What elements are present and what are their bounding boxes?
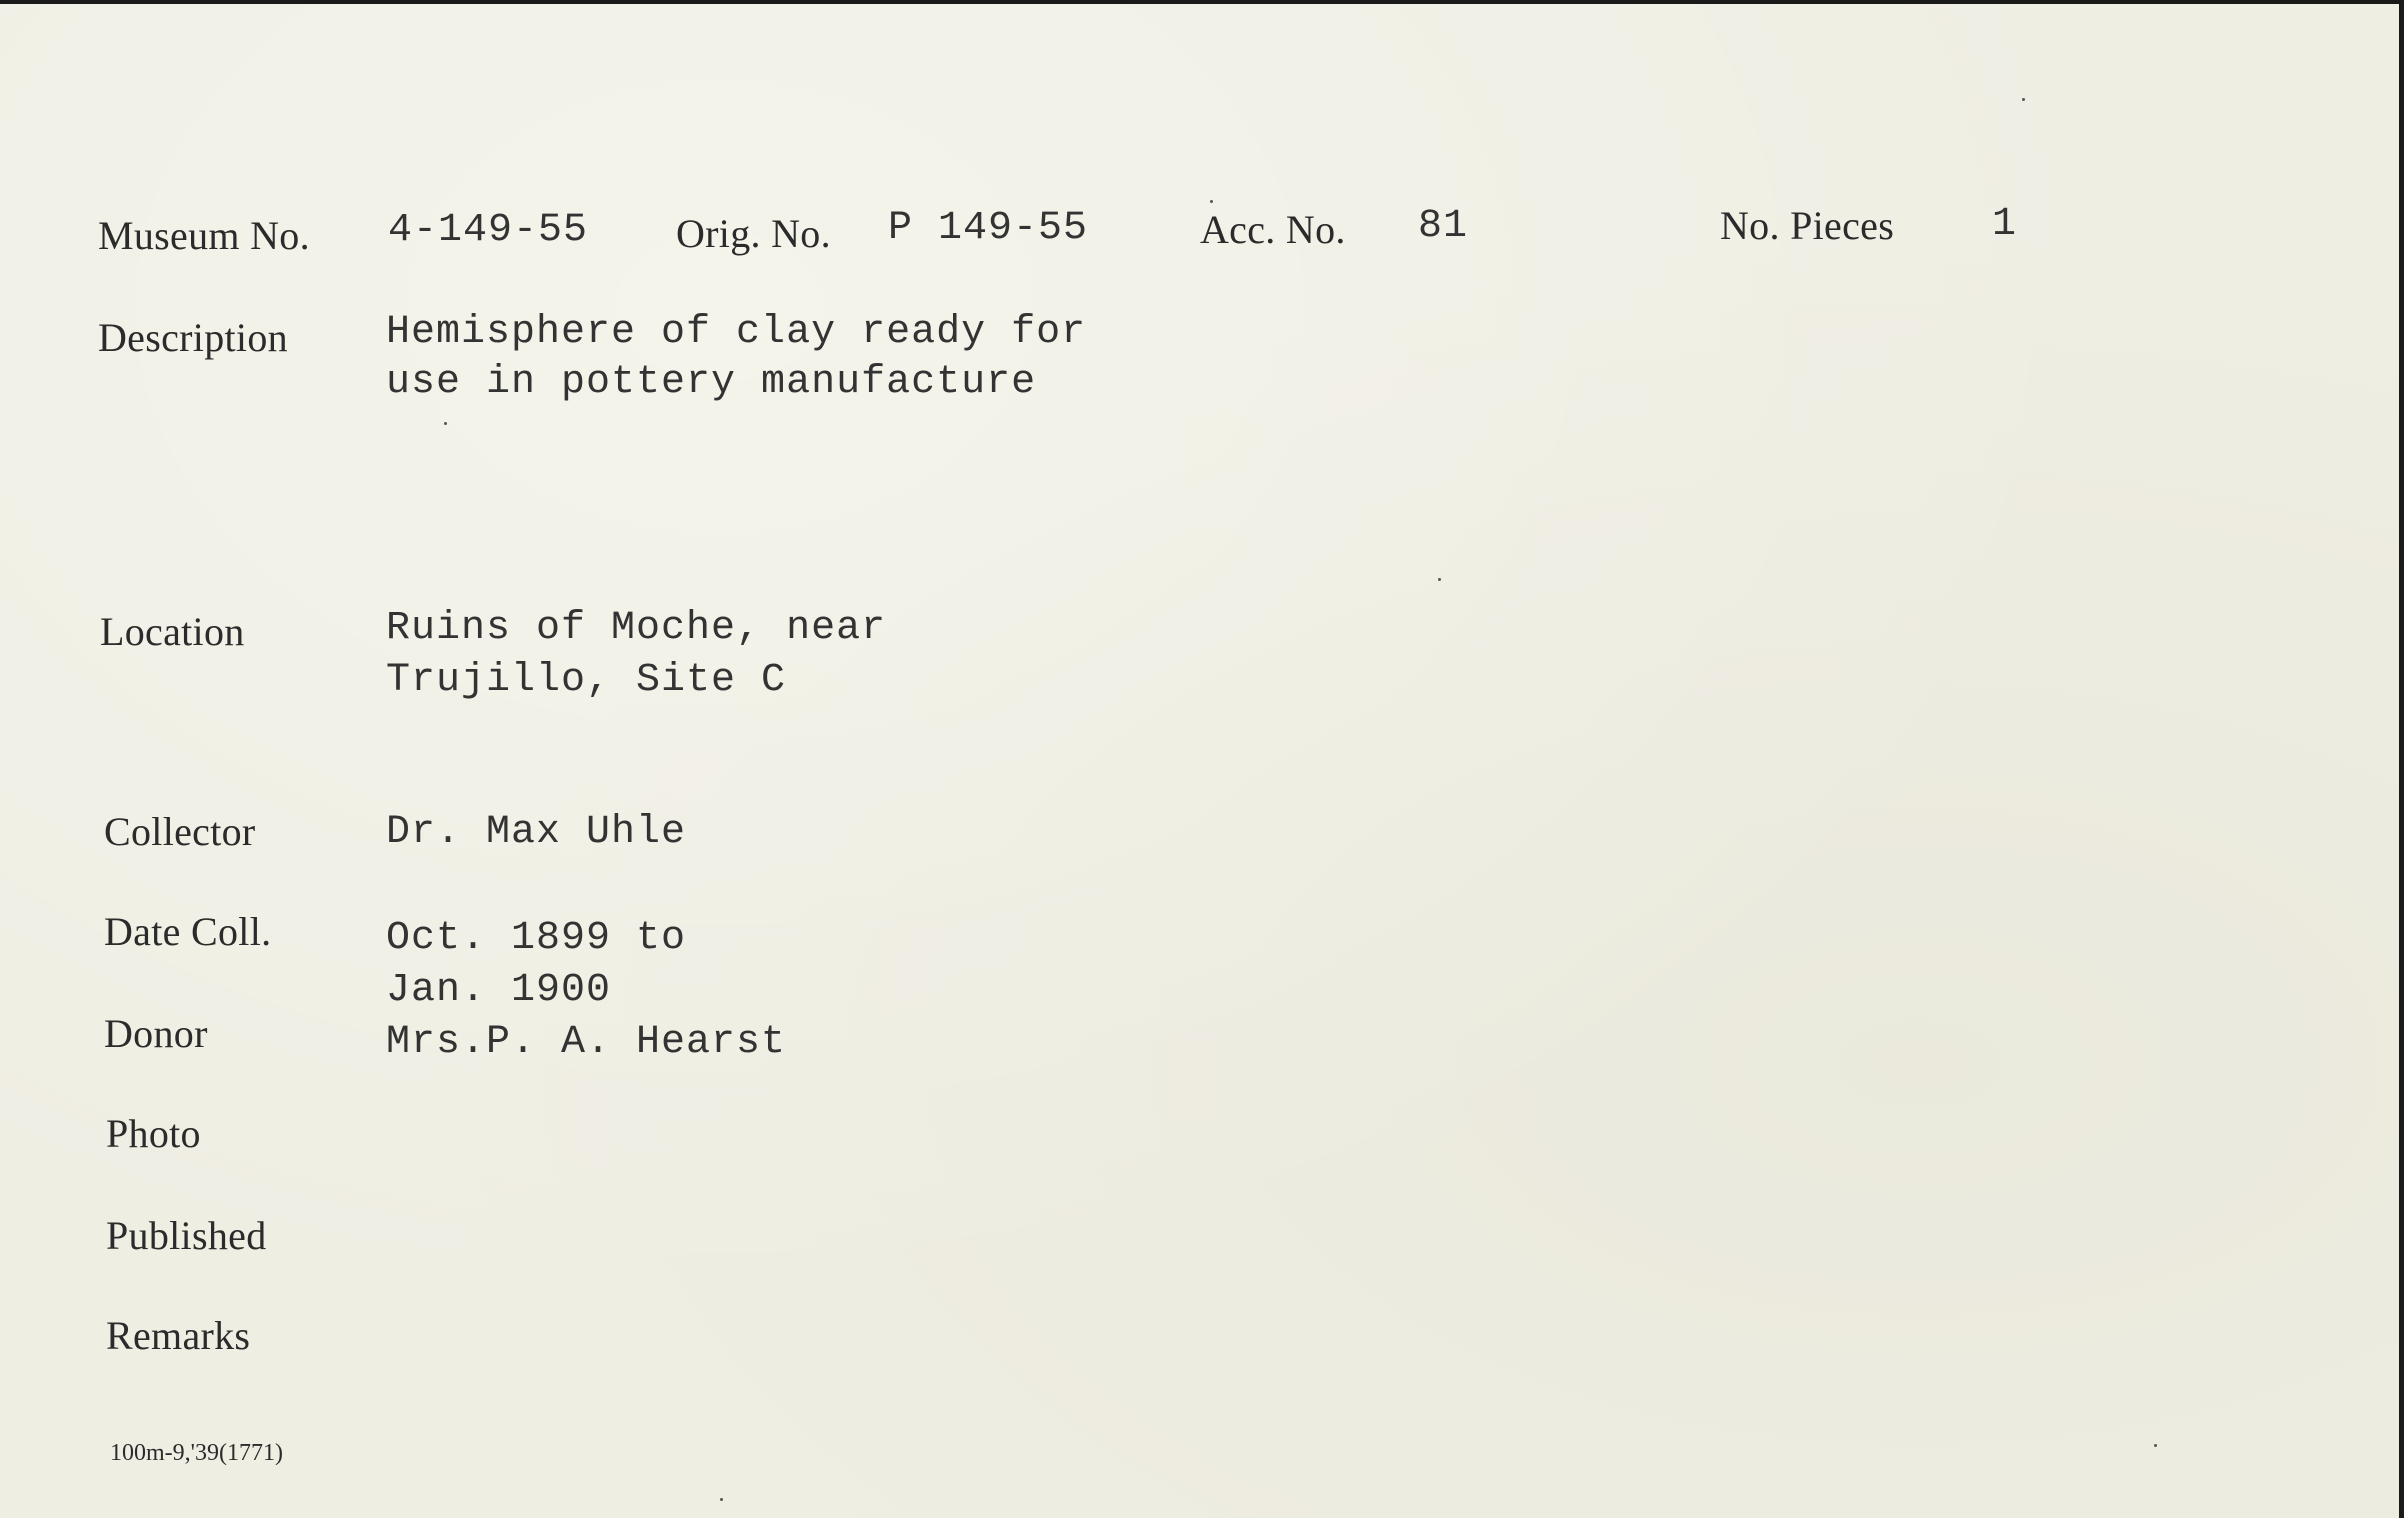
no-pieces-value: 1 — [1992, 202, 2018, 247]
date-coll-line-2: Jan. 1900 — [386, 968, 612, 1013]
acc-no-value: 81 — [1418, 204, 1469, 249]
photo-label: Photo — [106, 1111, 201, 1156]
date-coll-line-1: Oct. 1899 to — [386, 916, 687, 961]
no-pieces-label: No. Pieces — [1720, 203, 1895, 248]
speck — [2022, 98, 2025, 101]
speck — [1210, 200, 1213, 203]
published-label: Published — [106, 1213, 267, 1258]
acc-no-label: Acc. No. — [1200, 207, 1346, 252]
description-line-2: use in pottery manufacture — [386, 360, 1037, 405]
museum-no-value: 4-149-55 — [388, 208, 589, 253]
location-line-1: Ruins of Moche, near — [386, 606, 887, 651]
collector-label: Collector — [104, 809, 256, 854]
speck — [2154, 1444, 2157, 1447]
form-number: 100m-9,'39(1771) — [110, 1440, 283, 1466]
orig-no-value: P 149-55 — [888, 206, 1089, 251]
museum-no-label: Museum No. — [98, 213, 310, 258]
speck — [444, 422, 447, 425]
location-line-2: Trujillo, Site C — [386, 658, 787, 703]
description-label: Description — [98, 315, 288, 360]
description-line-1: Hemisphere of clay ready for — [386, 310, 1087, 355]
speck — [720, 1498, 723, 1501]
speck — [1438, 578, 1441, 581]
date-coll-label: Date Coll. — [104, 909, 272, 954]
donor-value: Mrs.P. A. Hearst — [386, 1020, 787, 1065]
orig-no-label: Orig. No. — [676, 211, 831, 256]
donor-label: Donor — [104, 1011, 208, 1056]
location-label: Location — [100, 609, 245, 654]
remarks-label: Remarks — [106, 1313, 251, 1358]
collector-value: Dr. Max Uhle — [386, 810, 687, 855]
